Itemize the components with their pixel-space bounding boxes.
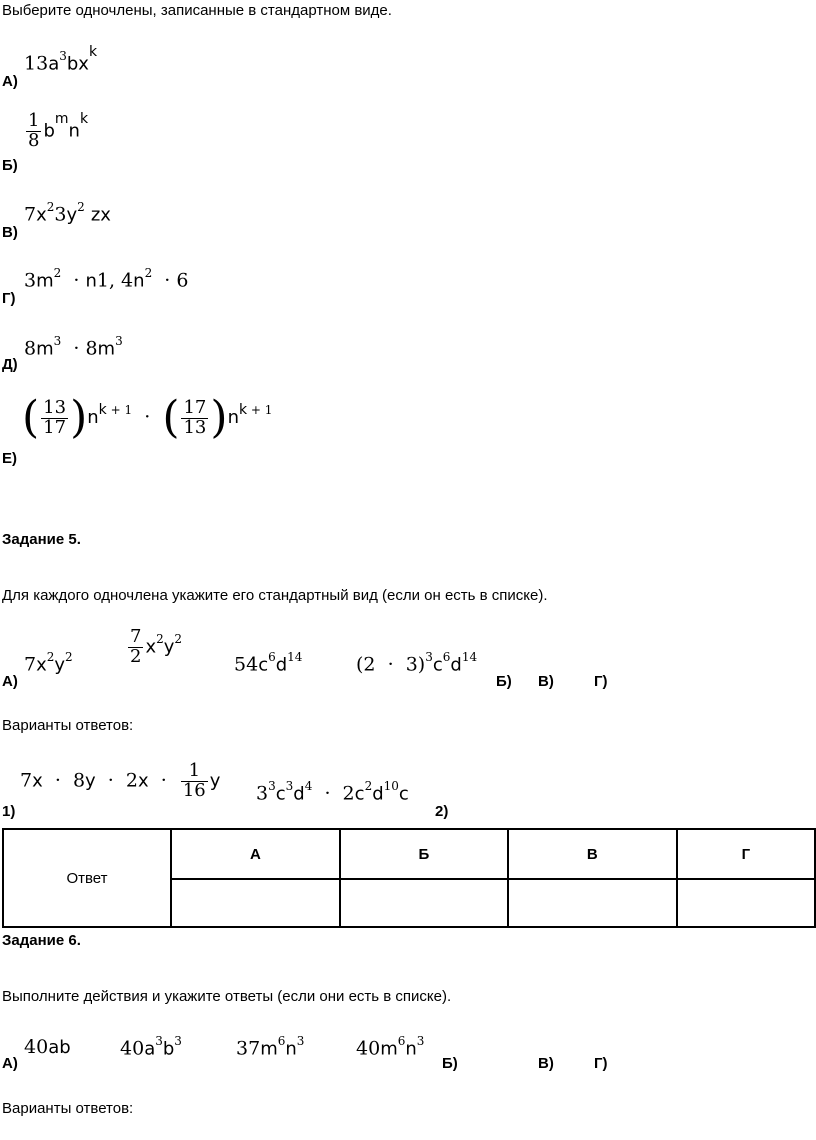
option-d-label: Д) (2, 356, 18, 373)
task5-title: Задание 5. (2, 531, 81, 548)
answer-header-g: Г (677, 829, 815, 879)
task5-label-g: Г) (594, 673, 608, 690)
option-b-formula: $\frac{1}{8}$ $b^mn^k$ (28, 110, 89, 151)
answer-cell-g[interactable] (677, 879, 815, 927)
option-d-formula: $8m^3 \cdot 8m^3$ (24, 334, 123, 360)
option-g-label: Г) (2, 290, 16, 307)
task6-label-a: А) (2, 1055, 18, 1072)
answer-header-a: А (171, 829, 340, 879)
task6-variants-title: Варианты ответов: (2, 1100, 134, 1117)
task6-expression-2: $40a^3b^3$ (120, 1034, 182, 1060)
task5-monomial-2: $\frac{7}{2}$ $x^2y^2$ (130, 626, 183, 667)
task5-label-a: А) (2, 673, 18, 690)
task5-variants-title: Варианты ответов: (2, 717, 134, 734)
option-a-label: А) (2, 73, 18, 90)
option-g-formula: $3m^2 \cdot n1$, $4n^2 \cdot 6$ (24, 266, 189, 292)
task6-expression-1: 40ab (24, 1036, 71, 1058)
option-b-label: Б) (2, 157, 18, 174)
option-v-label: В) (2, 224, 18, 241)
task6-question: Выполните действия и укажите ответы (если они есть в списке). (2, 988, 452, 1005)
option-a-formula: $13a^3bx^k$ (24, 44, 98, 75)
answer-cell-a[interactable] (171, 879, 340, 927)
answer-cell-v[interactable] (508, 879, 677, 927)
variant-2-formula: $3^3c^3d^4 \cdot 2c^2d^{10}c$ (256, 779, 409, 805)
task5-monomial-1: $7x^2y^2$ (24, 650, 73, 676)
answer-header-v: В (508, 829, 677, 879)
task6-expression-4: $40m^6n^3$ (356, 1034, 425, 1060)
answer-table (2, 828, 816, 928)
answer-header-b: Б (340, 829, 508, 879)
task5-label-v: В) (538, 673, 554, 690)
task5-monomial-4: $(2 \cdot 3)^3c^6d^{14}$ (356, 650, 478, 676)
answer-cell-b[interactable] (340, 879, 508, 927)
task6-expression-3: $37m^6n^3$ (236, 1034, 305, 1060)
task4-question: Выберите одночлены, записанные в стандартном виде. (2, 2, 392, 19)
answer-row-label: Ответ (3, 829, 171, 927)
variant-1-label: 1) (2, 803, 16, 820)
task6-label-b: Б) (442, 1055, 458, 1072)
task5-question: Для каждого одночлена укажите его стандартный вид (если он есть в списке). (2, 587, 548, 604)
task6-title: Задание 6. (2, 932, 81, 949)
option-e-formula: ( $\frac{13}{17}$ )$n^{k + 1}$ · ( $\frac{17}{13}$ )$n^{k + 1}$ (22, 392, 273, 443)
variant-1-formula: 7x · 8y · 2x · $\frac{1}{16}$ y (20, 760, 221, 801)
option-e-label: Е) (2, 450, 17, 467)
task5-monomial-3: $54c^6d^{14}$ (234, 650, 303, 676)
task5-label-b: Б) (496, 673, 512, 690)
option-v-formula: $7x^23y^2$ zx (24, 200, 111, 226)
variant-2-label: 2) (435, 803, 449, 820)
task6-label-v: В) (538, 1055, 554, 1072)
task6-label-g: Г) (594, 1055, 608, 1072)
